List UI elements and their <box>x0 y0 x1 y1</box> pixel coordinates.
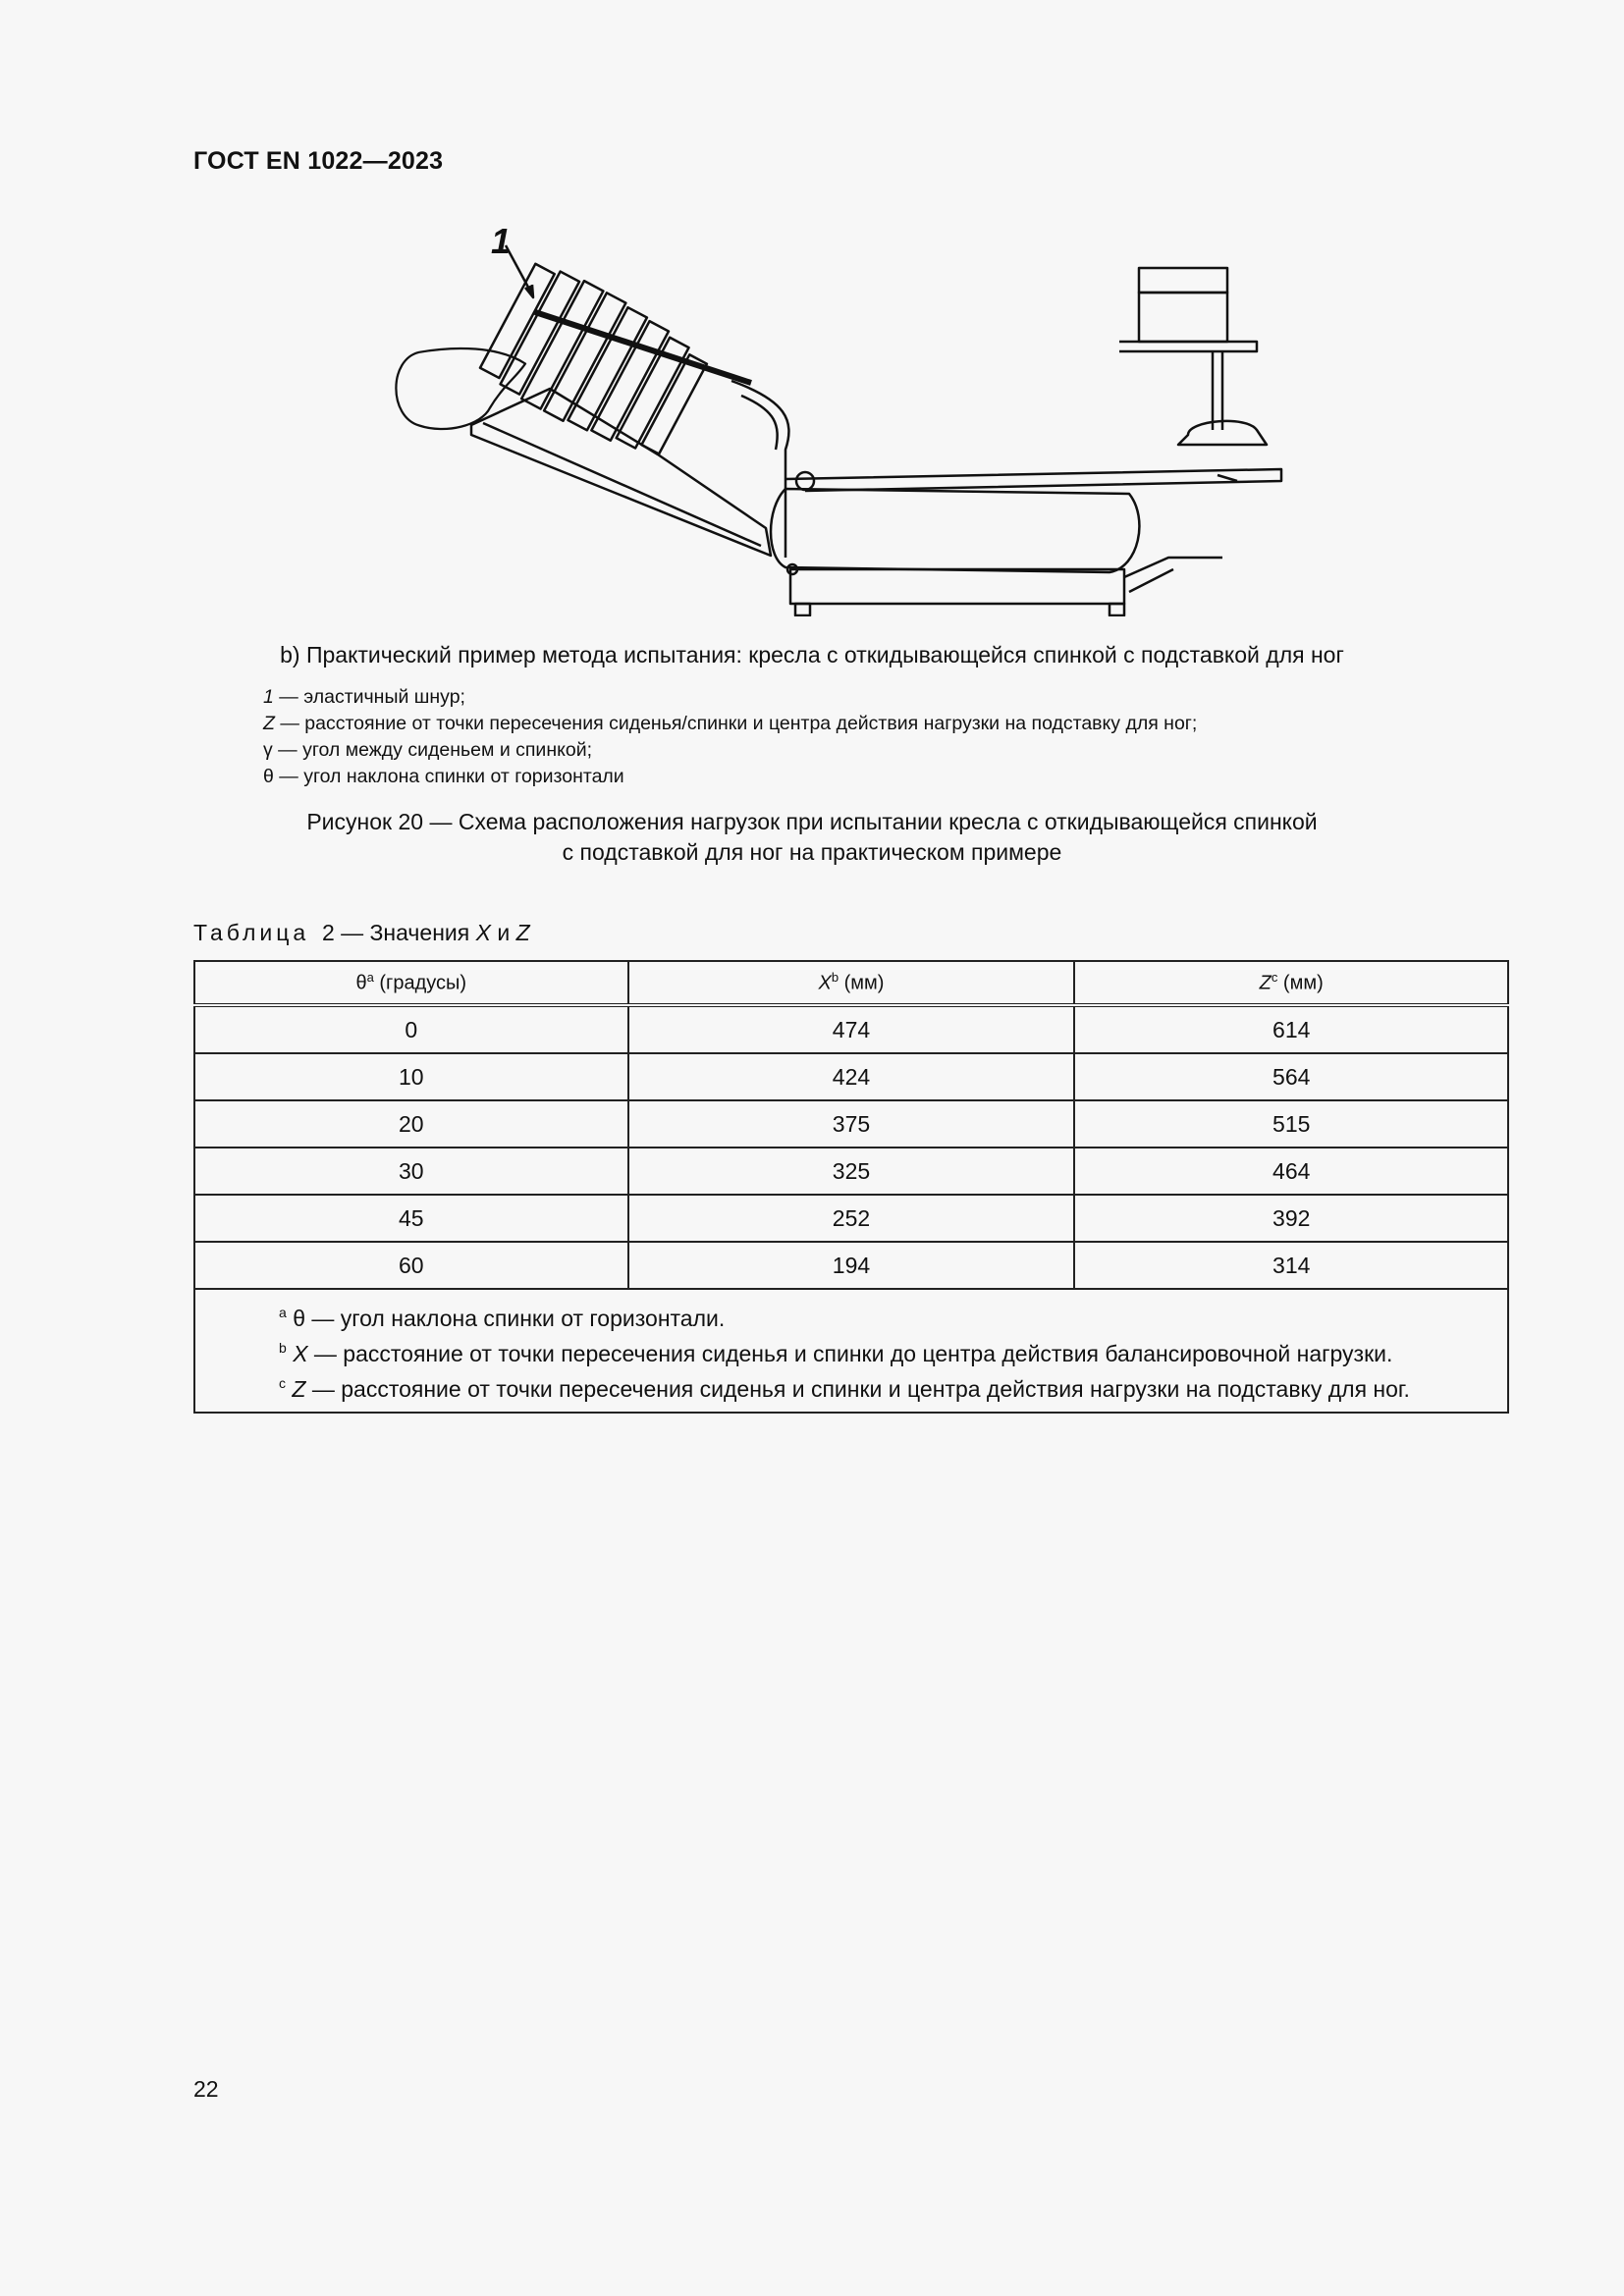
seat-cushion <box>771 489 1139 572</box>
legend-item: 1 — эластичный шнур; <box>263 686 465 708</box>
table-row: 20 375 515 <box>194 1100 1508 1148</box>
column-header-theta: $\theta^a$ (градусы) <box>194 961 628 1005</box>
table-row: 60 194 314 <box>194 1242 1508 1289</box>
footrest-weight-bottom <box>1139 293 1227 342</box>
table-title: Таблица 2 — Значения X и Z <box>193 920 530 945</box>
column-header-x: $X^b$ (мм) <box>628 961 1075 1005</box>
legend-item: γ — угол между сиденьем и спинкой; <box>263 739 593 761</box>
footrest-link <box>1124 558 1222 592</box>
page-number: 22 <box>193 2076 219 2102</box>
table-row: 0 474 614 <box>194 1005 1508 1053</box>
figure-caption: Рисунок 20 — Схема расположения нагрузок при испытании кресла с откидывающейся спинкой с подставкой для ног на практическом примере <box>306 809 1318 865</box>
table-header-row <box>194 961 1508 1005</box>
footrest-post <box>1213 351 1222 430</box>
figure-subcaption: b) Практический пример метода испытания: кресла с откидывающейся спинкой с подставкой для ног <box>280 642 1344 667</box>
legend-item: Z — расстояние от точки пересечения сиденья/спинки и центра действия нагрузки на подставку для ног; <box>263 713 1198 734</box>
footrest-weight-top <box>1139 268 1227 293</box>
footnote: $^a$ θ — угол наклона спинки от горизонтали. <box>279 1305 726 1331</box>
test-setup-figure <box>373 224 1316 616</box>
document-header: ГОСТ EN 1022—2023 <box>193 147 444 175</box>
table-row: 45 252 392 <box>194 1195 1508 1242</box>
reclining-chair-drawing <box>373 224 1316 616</box>
footnote: $^b$ X — расстояние от точки пересечения сиденья и спинки до центра действия балансировочной нагрузки. <box>279 1340 1393 1366</box>
values-table <box>193 960 1509 1414</box>
column-header-z: $Z^c$ (мм) <box>1074 961 1508 1005</box>
figure-legend <box>263 684 1197 790</box>
table-notes-row <box>194 1289 1508 1413</box>
headrest-shape <box>396 348 525 429</box>
table-row: 10 424 564 <box>194 1053 1508 1100</box>
footnote: $^c$ Z — расстояние от точки пересечения сиденья и спинки и центра действия нагрузки на подставку для ног. <box>279 1375 1410 1402</box>
seat-base <box>790 569 1124 604</box>
legend-item: θ — угол наклона спинки от горизонтали <box>263 766 624 787</box>
seat-top-board <box>785 469 1281 491</box>
armrest <box>731 381 788 558</box>
table-row: 30 325 464 <box>194 1148 1508 1195</box>
figure-callout-1: 1 <box>491 224 512 261</box>
table-footnotes <box>194 1289 1508 1413</box>
